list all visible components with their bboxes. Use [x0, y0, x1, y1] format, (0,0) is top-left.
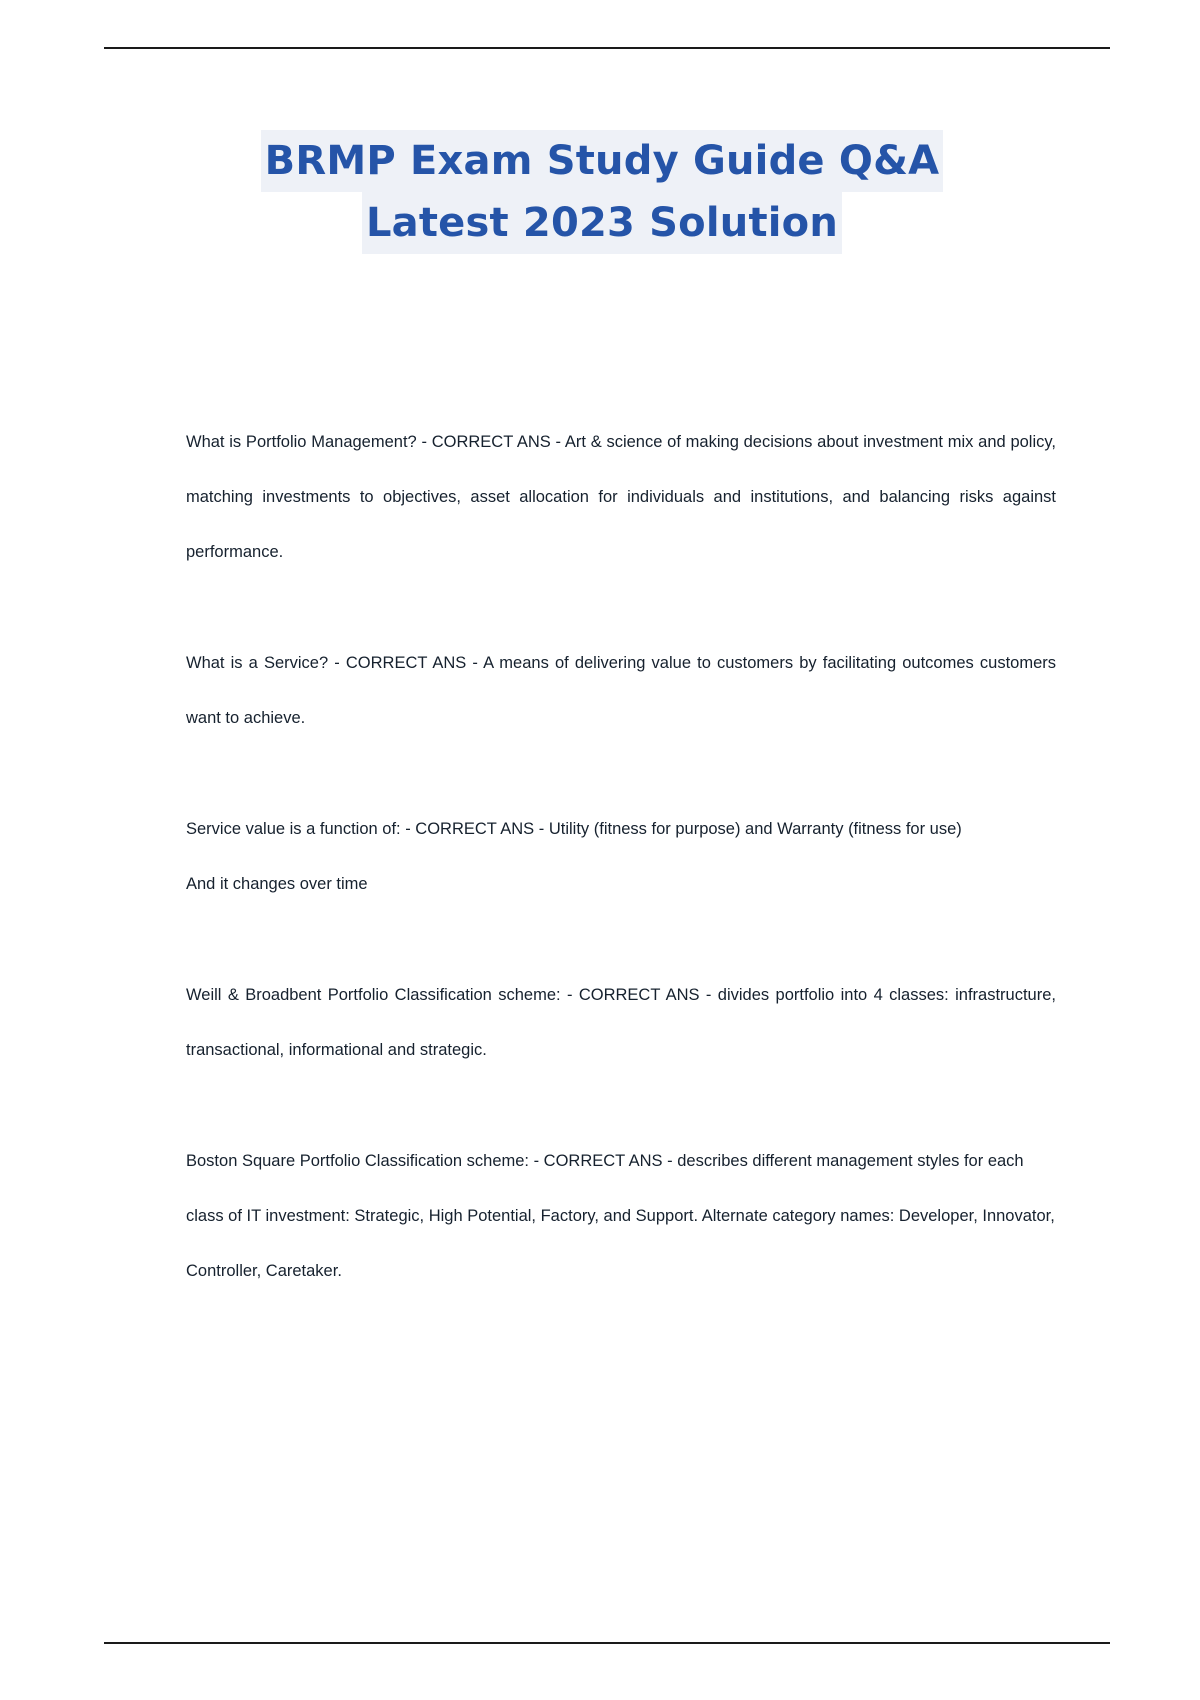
qa-item	[186, 968, 1056, 1078]
document-page	[52, 0, 1058, 1700]
qa-item	[186, 636, 1056, 746]
qa-text: Boston Square Portfolio Classification scheme: - CORRECT ANS - describes different management styles for each class of IT investment: Strategic, High Potential, Factory, and Support. Alternate category names: Developer, Innovator, Controller, Caretaker.	[186, 1152, 1055, 1280]
qa-text: What is Portfolio Management? - CORRECT ANS - Art & science of making decisions about investment mix and policy, matching investments to objectives, asset allocation for individuals and institutions, and balancing risks against performance.	[186, 433, 1056, 561]
qa-content	[186, 415, 1056, 1355]
qa-item	[186, 415, 1056, 580]
footer-divider	[104, 1642, 1110, 1644]
qa-item	[186, 1134, 1056, 1299]
page-title-line-1: BRMP Exam Study Guide Q&A	[261, 130, 944, 192]
document-title	[202, 130, 1002, 254]
qa-extra-text: And it changes over time	[186, 875, 368, 893]
qa-text: What is a Service? - CORRECT ANS - A means of delivering value to customers by facilitating outcomes customers want to achieve.	[186, 654, 1056, 727]
header-divider	[104, 47, 1110, 49]
qa-text: Service value is a function of: - CORRECT ANS - Utility (fitness for purpose) and Warranty (fitness for use)	[186, 820, 962, 838]
qa-text: Weill & Broadbent Portfolio Classification scheme: - CORRECT ANS - divides portfolio into 4 classes: infrastructure, transactional, informational and strategic.	[186, 986, 1056, 1059]
page-title-line-2: Latest 2023 Solution	[362, 192, 842, 254]
qa-item	[186, 802, 1056, 912]
